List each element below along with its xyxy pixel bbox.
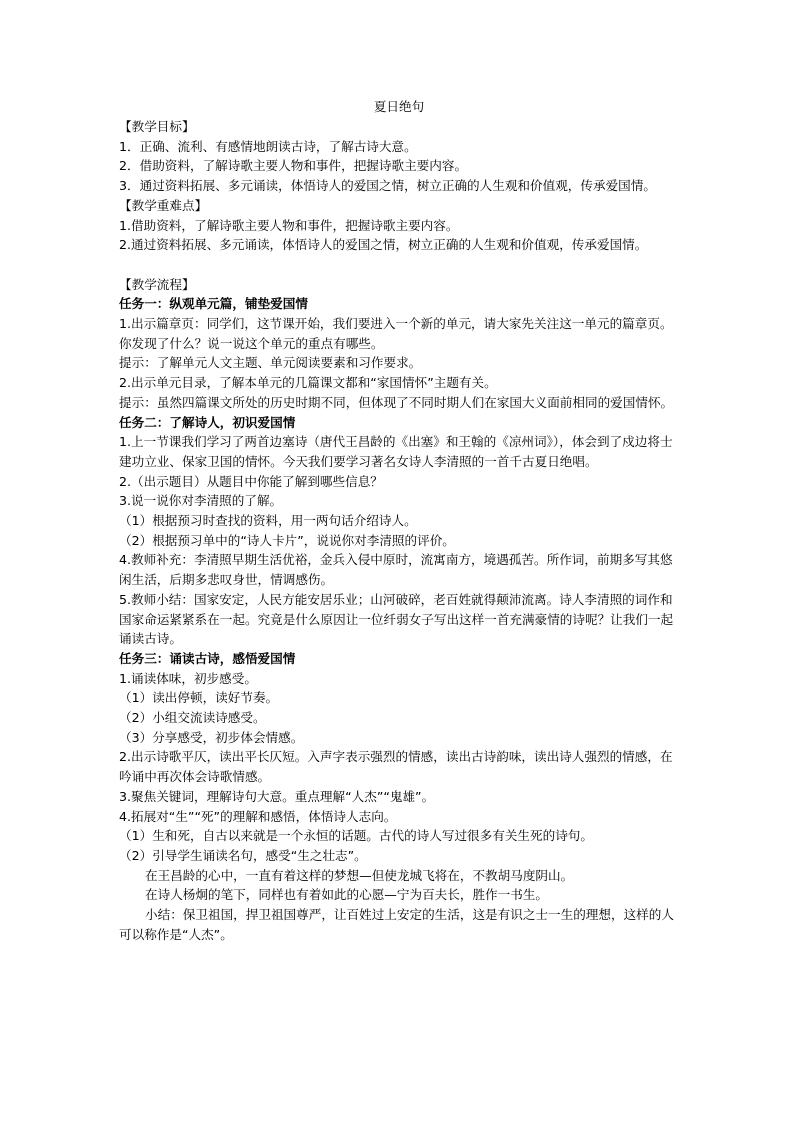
document-body — [119, 96, 679, 945]
key-point-item-1: 1.借助资料，了解诗歌主要人物和事件，把握诗歌主要内容。 — [119, 217, 459, 233]
paragraph: 1.出示篇章页：同学们，这节课开始，我们要进入一个新的单元，请大家先关注这一单元的篇章页。你发现了什么？说一说这个单元的重点有哪些。 — [119, 316, 673, 351]
task-heading-2: 任务二：了解诗人，初识爱国情 — [119, 414, 296, 430]
paragraph: 3.说一说你对李清照的了解。 — [119, 493, 283, 509]
section-heading-objectives: 【教学目标】 — [119, 119, 195, 134]
paragraph: （2）引导学生诵读名句，感受“生之壮志”。 — [119, 848, 367, 863]
paragraph: 2.出示诗歌平仄，读出平长仄短。入声字表示强烈的情感，读出古诗韵味，读出诗人强烈的情感，在吟诵中再次体会诗歌情感。 — [119, 749, 673, 785]
paragraph: 提示：了解单元人文主题、单元阅读要素和习作要求。 — [119, 355, 422, 371]
objective-item-3: 3．通过资料拓展、多元诵读，体悟诗人的爱国之情，树立正确的人生观和价值观，传承爱国情。 — [119, 178, 656, 194]
quote-paragraph: 在王昌龄的心中，一直有着这样的梦想—但使龙城飞将在，不教胡马度阴山。 — [145, 867, 574, 883]
paragraph: （2）小组交流读诗感受。 — [119, 710, 266, 726]
task-heading-1: 任务一：纵观单元篇，铺垫爱国情 — [119, 296, 308, 312]
key-point-item-2: 2.通过资料拓展、多元诵读，体悟诗人的爱国之情，树立正确的人生观和价值观，传承爱国情。 — [119, 237, 648, 253]
paragraph: 5.教师小结：国家安定，人民方能安居乐业；山河破碎，老百姓就得颠沛流离。诗人李清照的词作和国家命运紧紧系在一起。究竟是什么原因让一位纤弱女子写出这样一首充满豪情的诗呢？让我们一起诵读古诗。 — [119, 591, 674, 647]
paragraph: 1.上一节课我们学习了两首边塞诗（唐代王昌龄的《出塞》和王翰的《凉州词》），体会到了戍边将士建功立业、保家卫国的情怀。今天我们要学习著名女诗人李清照的一首千古夏日绝唱。 — [119, 434, 673, 469]
paragraph: 4.教师补充：李清照早期生活优裕，金兵入侵中原时，流寓南方，境遇孤苦。所作词，前期多写其悠闲生活，后期多悲叹身世，情调感伤。 — [119, 552, 673, 588]
quote-paragraph: 在诗人杨炯的笔下，同样也有着如此的心愿—宁为百夫长，胜作一书生。 — [145, 887, 548, 903]
paragraph: （3）分享感受，初步体会情感。 — [119, 729, 304, 745]
paragraph: 4.拓展对“生”“死”的理解和感悟，体悟诗人志向。 — [119, 808, 397, 824]
paragraph: （2）根据预习单中的“诗人卡片”，说说你对李清照的评价。 — [119, 532, 455, 548]
paragraph: （1）读出停顿，读好节奏。 — [119, 690, 279, 706]
paragraph: 2.出示单元目录，了解本单元的几篇课文都和“家国情怀”主题有关。 — [119, 375, 497, 391]
objective-item-1: 1．正确、流利、有感情地朗读古诗，了解古诗大意。 — [119, 138, 417, 154]
objective-item-2: 2．借助资料，了解诗歌主要人物和事件，把握诗歌主要内容。 — [119, 158, 468, 174]
section-heading-process: 【教学流程】 — [119, 276, 195, 292]
summary-paragraph: 小结：保卫祖国，捍卫祖国尊严，让百姓过上安定的生活，这是有识之士一生的理想，这样的人可以称作是“人杰”。 — [119, 907, 674, 942]
paragraph: （1）根据预习时查找的资料，用一两句话介绍诗人。 — [119, 513, 417, 529]
blank-line — [119, 255, 679, 275]
paragraph: 提示：虽然四篇课文所处的历史时期不同，但体现了不同时期人们在家国大义面前相同的爱国情怀。 — [119, 394, 674, 410]
document-title: 夏日绝句 — [373, 99, 425, 114]
paragraph: 2.（出示题目）从题目中你能了解到哪些信息？ — [119, 473, 383, 489]
paragraph: 1.诵读体味，初步感受。 — [119, 670, 257, 686]
section-heading-key-points: 【教学重难点】 — [119, 197, 208, 213]
task-heading-3: 任务三：诵读古诗，感悟爱国情 — [119, 650, 296, 666]
paragraph: 3.聚焦关键词，理解诗句大意。重点理解“人杰”“鬼雄”。 — [119, 788, 435, 804]
paragraph: （1）生和死，自古以来就是一个永恒的话题。古代的诗人写过很多有关生死的诗句。 — [119, 828, 593, 844]
